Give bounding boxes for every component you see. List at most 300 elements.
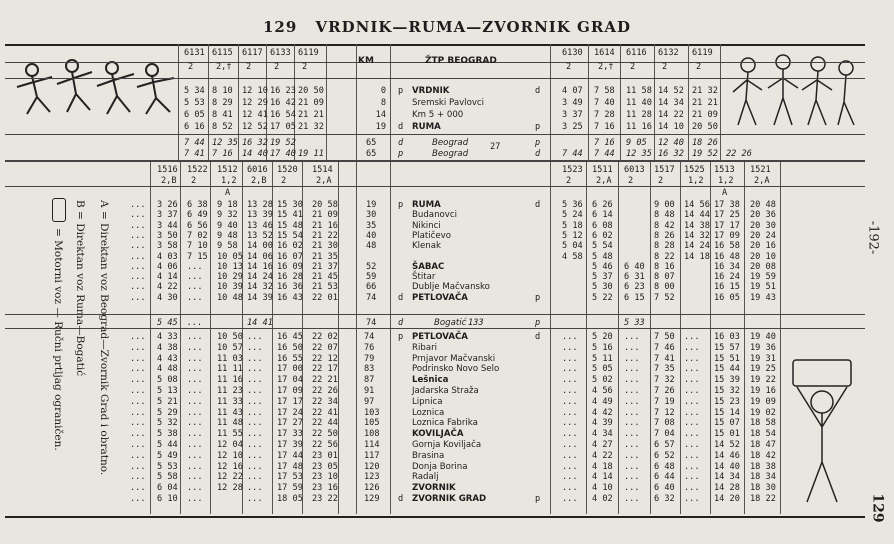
arrival-time: ... xyxy=(684,472,700,483)
arr-dep-mark: p xyxy=(398,200,404,210)
arrival-time: 14 28 xyxy=(714,483,740,494)
arrival-time: 21 21 xyxy=(692,98,718,108)
arrival-time: 8 48 xyxy=(654,210,675,221)
arrival-time: 7 44 xyxy=(562,149,583,159)
legend-motor: = Motorni voz — Ručni prtljag ograničen. xyxy=(52,228,64,451)
arrival-time: 8 42 xyxy=(654,220,675,231)
arrival-time: 7 12 xyxy=(654,407,675,418)
arrival-time: 18 58 xyxy=(750,418,776,429)
departure-time: 4 48 xyxy=(157,364,178,375)
train-class: 2 xyxy=(696,62,702,72)
arrival-time: 19 43 xyxy=(750,292,776,303)
departure-time: 10 05 xyxy=(217,251,243,262)
arr-dep-mark: p xyxy=(398,149,404,159)
arrival-time: 6 15 xyxy=(624,292,645,303)
km-value: 126 xyxy=(364,483,380,494)
departure-time: 11 23 xyxy=(217,386,243,396)
column-rule xyxy=(780,162,781,514)
departure-time: ... xyxy=(247,332,263,342)
departure-time: ... xyxy=(247,461,263,472)
arrival-time: 7 32 xyxy=(654,375,675,386)
departure-time: 6 05 xyxy=(184,110,205,120)
arrival-time: ... xyxy=(624,483,640,494)
arrival-time: ... xyxy=(684,483,700,494)
station-name: ŠABAC xyxy=(412,261,445,272)
departure-time: 7 16 xyxy=(212,149,233,159)
station-name: ZVORNIK xyxy=(412,483,456,494)
km-value: 0 xyxy=(380,86,386,96)
arrival-time: 5 16 xyxy=(592,342,613,353)
station-name: Radalj xyxy=(412,472,439,483)
departure-time: 17 48 xyxy=(277,461,303,472)
arrival-time: 14 34 xyxy=(714,472,740,483)
arrival-time: 3 49 xyxy=(562,98,583,108)
departure-time: ... xyxy=(247,407,263,418)
departure-time: 22 50 xyxy=(312,429,338,440)
arrival-time: ... xyxy=(684,450,700,461)
departure-time: 21 09 xyxy=(298,98,324,108)
train-class: 2 xyxy=(274,62,280,72)
arr-dep-mark: d xyxy=(398,318,404,328)
arrival-time: 12 40 xyxy=(658,138,684,148)
arrival-time: 20 16 xyxy=(750,241,776,252)
arrival-time: 6 40 xyxy=(654,483,675,494)
km-value: 66 xyxy=(366,282,377,293)
departure-time: 14 32 xyxy=(247,282,273,293)
dots: ... xyxy=(130,353,146,364)
station-name: Beograd xyxy=(432,149,469,159)
arrival-time: 20 30 xyxy=(750,220,776,231)
arrival-time: 4 10 xyxy=(592,483,613,494)
departure-time: 12 29 xyxy=(242,98,268,108)
arrival-time: ... xyxy=(624,386,640,396)
arrival-time: 6 26 xyxy=(592,200,613,210)
departure-time: 3 44 xyxy=(157,220,178,231)
arrival-time: 7 26 xyxy=(654,386,675,396)
column-rule xyxy=(550,162,551,514)
departure-time: ... xyxy=(187,364,203,375)
train-class bold: 2,A xyxy=(596,176,612,186)
departure-time: 9 58 xyxy=(217,241,238,252)
arrival-time: ... xyxy=(562,396,578,407)
arrival-time: 6 14 xyxy=(592,210,613,221)
dots: ... xyxy=(130,375,146,386)
departure-time: ... xyxy=(187,342,203,353)
departure-time: 22 17 xyxy=(312,364,338,375)
departure-time: 15 30 xyxy=(277,200,303,210)
km-value: 40 xyxy=(366,230,377,241)
arrival-time: 4 56 xyxy=(592,386,613,396)
km-value: 123 xyxy=(364,472,380,483)
train-number: 1525 xyxy=(684,165,705,175)
km-value: 65 xyxy=(366,138,377,148)
departure-time: ... xyxy=(187,407,203,418)
arr-dep-mark: d xyxy=(535,149,541,159)
porter-illustration-icon xyxy=(785,352,860,507)
km-value: 79 xyxy=(364,353,375,364)
train-number: 6133 xyxy=(270,48,291,58)
departure-time: ... xyxy=(187,272,203,283)
station-name: ZVORNIK GRAD xyxy=(412,494,487,504)
dots: ... xyxy=(130,282,146,293)
km-value: 129 xyxy=(364,494,380,504)
km-value: 48 xyxy=(366,241,377,252)
station-name: KOVILJAČA xyxy=(412,429,464,440)
arr-dep-mark: p xyxy=(535,138,541,148)
arrival-time: 4 42 xyxy=(592,407,613,418)
arrival-time: 8 22 xyxy=(654,251,675,262)
departure-time: 4 33 xyxy=(157,332,178,342)
train-number: 6117 xyxy=(242,48,263,58)
station-name: Sremski Pavlovci xyxy=(412,98,485,108)
column-rule xyxy=(180,162,181,514)
departure-time: ... xyxy=(247,386,263,396)
departure-time: 22 02 xyxy=(312,332,338,342)
dots: ... xyxy=(130,461,146,472)
arr-dep-mark: d xyxy=(398,292,404,303)
arrival-time: 6 57 xyxy=(654,440,675,450)
arrival-time: 14 32 xyxy=(684,230,710,241)
arrival-time: 8 16 xyxy=(654,261,675,272)
departure-time: 12 41 xyxy=(242,110,268,120)
arrival-time: 5 11 xyxy=(592,353,613,364)
arrival-time: 14 24 xyxy=(684,241,710,252)
arrival-time: 5 30 xyxy=(592,282,613,293)
arrival-time: ... xyxy=(562,494,578,504)
route-number: 129 xyxy=(263,18,298,36)
station-name: RUMA xyxy=(412,200,441,210)
operator-header: ŽTP BEOGRAD xyxy=(425,56,497,66)
arrival-time: ... xyxy=(562,429,578,440)
column-rule xyxy=(150,162,151,514)
route-name: VRDNIK—RUMA—ZVORNIK GRAD xyxy=(315,18,631,36)
arrival-time: 18 38 xyxy=(750,461,776,472)
dots: ... xyxy=(130,210,146,221)
arrival-time: ... xyxy=(624,494,640,504)
train-class bold: 2 xyxy=(658,176,664,186)
departure-time: 16 32 xyxy=(242,138,268,148)
departure-time: 5 58 xyxy=(157,472,178,483)
arrival-time: 20 24 xyxy=(750,230,776,241)
departure-time: ... xyxy=(187,418,203,429)
arrival-time: 14 40 xyxy=(714,461,740,472)
departure-time: 20 50 xyxy=(298,86,324,96)
arr-dep-mark: d xyxy=(535,86,541,96)
arrival-time: ... xyxy=(562,353,578,364)
departure-time: 11 16 xyxy=(217,375,243,386)
station-name: Klenak xyxy=(412,241,441,252)
arrival-time: 11 40 xyxy=(626,98,652,108)
departure-time: 5 34 xyxy=(184,86,205,96)
dots: ... xyxy=(130,220,146,231)
dots: ... xyxy=(130,450,146,461)
departure-time: 22 12 xyxy=(312,353,338,364)
dots: ... xyxy=(130,483,146,494)
arrival-time: ... xyxy=(684,418,700,429)
column-rule xyxy=(618,162,619,514)
row-rule xyxy=(5,160,865,162)
side-route-number: 129 xyxy=(869,493,886,523)
departure-time: 13 52 xyxy=(247,230,273,241)
arrival-time: 20 36 xyxy=(750,210,776,221)
departure-time: ... xyxy=(187,282,203,293)
arrival-time: 14 10 xyxy=(658,122,684,132)
arrival-time: ... xyxy=(624,364,640,375)
departure-time: 6 16 xyxy=(184,122,205,132)
departure-time: 8 29 xyxy=(212,98,233,108)
departure-time: 5 53 xyxy=(184,98,205,108)
departure-time: 11 55 xyxy=(217,429,243,440)
arrival-time: ... xyxy=(562,386,578,396)
departure-time: ... xyxy=(187,472,203,483)
departure-time: 22 07 xyxy=(312,342,338,353)
departure-time: 10 39 xyxy=(217,282,243,293)
km-value: 14 xyxy=(375,110,386,120)
departure-time: 7 15 xyxy=(187,251,208,262)
arrival-time: 6 40 xyxy=(624,261,645,272)
arrival-time: 11 28 xyxy=(626,110,652,120)
train-number: 1511 xyxy=(592,165,613,175)
station-name: Nikinci xyxy=(412,220,441,231)
row-rule xyxy=(5,328,865,329)
departure-time: 16 50 xyxy=(277,342,303,353)
departure-time: ... xyxy=(247,494,263,504)
departure-time: 21 22 xyxy=(312,230,338,241)
departure-time: 10 48 xyxy=(217,292,243,303)
departure-time: 4 03 xyxy=(157,251,178,262)
arrival-time: ... xyxy=(624,418,640,429)
train-class bold: 1,2 xyxy=(221,176,237,186)
arrival-time: 20 48 xyxy=(750,200,776,210)
arrival-time: 14 38 xyxy=(684,220,710,231)
arrival-time: 18 30 xyxy=(750,483,776,494)
column-rule xyxy=(650,162,651,514)
train-number: 1520 xyxy=(277,165,298,175)
km-value: 120 xyxy=(364,461,380,472)
station-name: VRDNIK xyxy=(412,86,450,96)
arrival-time: ... xyxy=(562,461,578,472)
arrival-time: 19 59 xyxy=(750,272,776,283)
train-class: 2 xyxy=(662,62,668,72)
departure-time: 12 04 xyxy=(217,440,243,450)
departure-time: 16 55 xyxy=(277,353,303,364)
departure-time: ... xyxy=(187,261,203,272)
departure-time: 10 57 xyxy=(217,342,243,353)
arrival-time: 18 47 xyxy=(750,440,776,450)
departure-time: 5 53 xyxy=(157,461,178,472)
km-value: 59 xyxy=(366,272,377,283)
arrival-time: 18 22 xyxy=(750,494,776,504)
arr-dep-mark: p xyxy=(398,332,404,342)
table-reference: 27 xyxy=(490,142,501,152)
train-class: 2,† xyxy=(216,62,232,72)
arr-dep-mark: p xyxy=(535,122,541,132)
arrival-time: 4 34 xyxy=(592,429,613,440)
row-rule xyxy=(5,134,865,135)
departure-time: ... xyxy=(247,418,263,429)
row-rule xyxy=(5,186,865,187)
arrival-time: 16 34 xyxy=(714,261,740,272)
arrival-time: 15 07 xyxy=(714,418,740,429)
departure-time: 11 03 xyxy=(217,353,243,364)
departure-time: 9 32 xyxy=(217,210,238,221)
departure-time: 16 42 xyxy=(270,98,296,108)
arrival-time: 7 08 xyxy=(654,418,675,429)
arr-dep-mark: d xyxy=(398,138,404,148)
station-name: PETLOVAČA xyxy=(412,332,468,342)
train-number: 1523 xyxy=(562,165,583,175)
arrival-time: 16 05 xyxy=(714,292,740,303)
table-reference: 133 xyxy=(468,318,484,328)
arrival-time: 4 58 xyxy=(562,251,583,262)
departure-time: 12 35 xyxy=(212,138,238,148)
departure-time: 4 14 xyxy=(157,272,178,283)
arrival-time: ... xyxy=(624,396,640,407)
train-number: 1614 xyxy=(594,48,615,58)
departure-time: ... xyxy=(187,429,203,440)
departure-time: 5 45 xyxy=(157,318,178,328)
train-class: 2 xyxy=(630,62,636,72)
departure-time: 17 17 xyxy=(277,396,303,407)
arrival-time: ... xyxy=(562,342,578,353)
arrival-time: 4 39 xyxy=(592,418,613,429)
arrival-time: 15 44 xyxy=(714,364,740,375)
departure-time: 17 53 xyxy=(277,472,303,483)
departure-time: 11 33 xyxy=(217,396,243,407)
departure-time: 19 11 xyxy=(298,149,324,159)
departure-time: ... xyxy=(187,494,203,504)
departure-time: 5 21 xyxy=(157,396,178,407)
station-name: Donja Borina xyxy=(412,461,468,472)
arrival-time: 15 51 xyxy=(714,353,740,364)
arrival-time: 15 39 xyxy=(714,375,740,386)
departure-time: 16 02 xyxy=(277,241,303,252)
dots: ... xyxy=(130,272,146,283)
departure-time: 6 10 xyxy=(157,494,178,504)
arrival-time: ... xyxy=(684,440,700,450)
train-number: 6119 xyxy=(692,48,713,58)
departure-time: 17 04 xyxy=(277,375,303,386)
arrival-time: 4 22 xyxy=(592,450,613,461)
arrival-time: 9 05 xyxy=(626,138,647,148)
arrival-time: ... xyxy=(684,396,700,407)
departure-time: ... xyxy=(187,396,203,407)
arrival-time: 19 52 xyxy=(692,149,718,159)
column-rule xyxy=(586,162,587,514)
arrival-time: 19 02 xyxy=(750,407,776,418)
arrival-time: 19 51 xyxy=(750,282,776,293)
arrival-time: 7 16 xyxy=(594,138,615,148)
station-name: Dublje Mačvansko xyxy=(412,282,490,293)
departure-time: 23 22 xyxy=(312,494,338,504)
departure-time: 14 39 xyxy=(247,292,273,303)
arrival-time: 5 24 xyxy=(562,210,583,221)
km-value: 117 xyxy=(364,450,380,461)
departure-time: 21 53 xyxy=(312,282,338,293)
departure-time: 12 10 xyxy=(217,450,243,461)
arrival-time: ... xyxy=(684,342,700,353)
column-rule xyxy=(338,162,339,514)
departure-time: 17 39 xyxy=(277,440,303,450)
dots: ... xyxy=(130,386,146,396)
train-number: 6016 xyxy=(247,165,268,175)
arrival-time: 8 00 xyxy=(654,282,675,293)
arr-dep-mark: d xyxy=(398,122,404,132)
arrival-time: ... xyxy=(684,407,700,418)
arrival-time: 14 44 xyxy=(684,210,710,221)
departure-time: ... xyxy=(187,332,203,342)
km-value: 35 xyxy=(366,220,377,231)
departure-time: 6 38 xyxy=(187,200,208,210)
train-number: 1513 xyxy=(714,165,735,175)
departure-time: 5 38 xyxy=(157,429,178,440)
arrival-time: 7 19 xyxy=(654,396,675,407)
station-name: Podrinsko Novo Selo xyxy=(412,364,500,375)
departure-time: 21 16 xyxy=(312,220,338,231)
departure-time: 21 35 xyxy=(312,251,338,262)
legend xyxy=(22,190,132,510)
departure-time: ... xyxy=(247,396,263,407)
arrival-time: 12 35 xyxy=(626,149,652,159)
departure-time: 13 28 xyxy=(247,200,273,210)
departure-time: 15 41 xyxy=(277,210,303,221)
arrival-time: 19 31 xyxy=(750,353,776,364)
departure-time: 7 41 xyxy=(184,149,205,159)
departure-time: 11 48 xyxy=(217,418,243,429)
dots: ... xyxy=(130,230,146,241)
departure-time: 10 29 xyxy=(217,272,243,283)
column-rule xyxy=(744,162,745,514)
km-value: 19 xyxy=(366,200,377,210)
departure-time: 17 44 xyxy=(277,450,303,461)
departure-time: 10 13 xyxy=(217,261,243,272)
arr-dep-mark: d xyxy=(535,200,541,210)
train-number: 6116 xyxy=(626,48,647,58)
departure-time: 14 06 xyxy=(247,251,273,262)
departure-time: 16 45 xyxy=(277,332,303,342)
train-number: 1516 xyxy=(157,165,178,175)
arrival-time: 4 18 xyxy=(592,461,613,472)
train-number: 1522 xyxy=(187,165,208,175)
arrival-time: ... xyxy=(684,386,700,396)
departure-time: 22 41 xyxy=(312,407,338,418)
arrival-time: 6 48 xyxy=(654,461,675,472)
departure-time: 14 40 xyxy=(242,149,268,159)
km-value: 8 xyxy=(380,98,386,108)
arrival-time: 7 40 xyxy=(594,98,615,108)
departure-time: 17 05 xyxy=(270,122,296,132)
departure-time: 7 44 xyxy=(184,138,205,148)
departure-time: ... xyxy=(187,440,203,450)
departure-time: ... xyxy=(247,353,263,364)
train-class bold: 2 xyxy=(566,176,572,186)
km-value: 74 xyxy=(366,292,377,303)
arrival-time: 16 48 xyxy=(714,251,740,262)
motor-car-icon xyxy=(52,198,66,222)
arrival-time: 5 04 xyxy=(562,241,583,252)
arrival-time: ... xyxy=(684,332,700,342)
station-name: Loznica xyxy=(412,407,445,418)
departure-time: 16 07 xyxy=(277,251,303,262)
station-name: Platičevo xyxy=(412,230,451,241)
arrival-time: ... xyxy=(624,342,640,353)
departure-time: 22 34 xyxy=(312,396,338,407)
departure-time: ... xyxy=(247,342,263,353)
departure-time: 4 22 xyxy=(157,282,178,293)
arrival-time: ... xyxy=(624,472,640,483)
arrival-time: 20 10 xyxy=(750,251,776,262)
train-number: 6131 xyxy=(184,48,205,58)
